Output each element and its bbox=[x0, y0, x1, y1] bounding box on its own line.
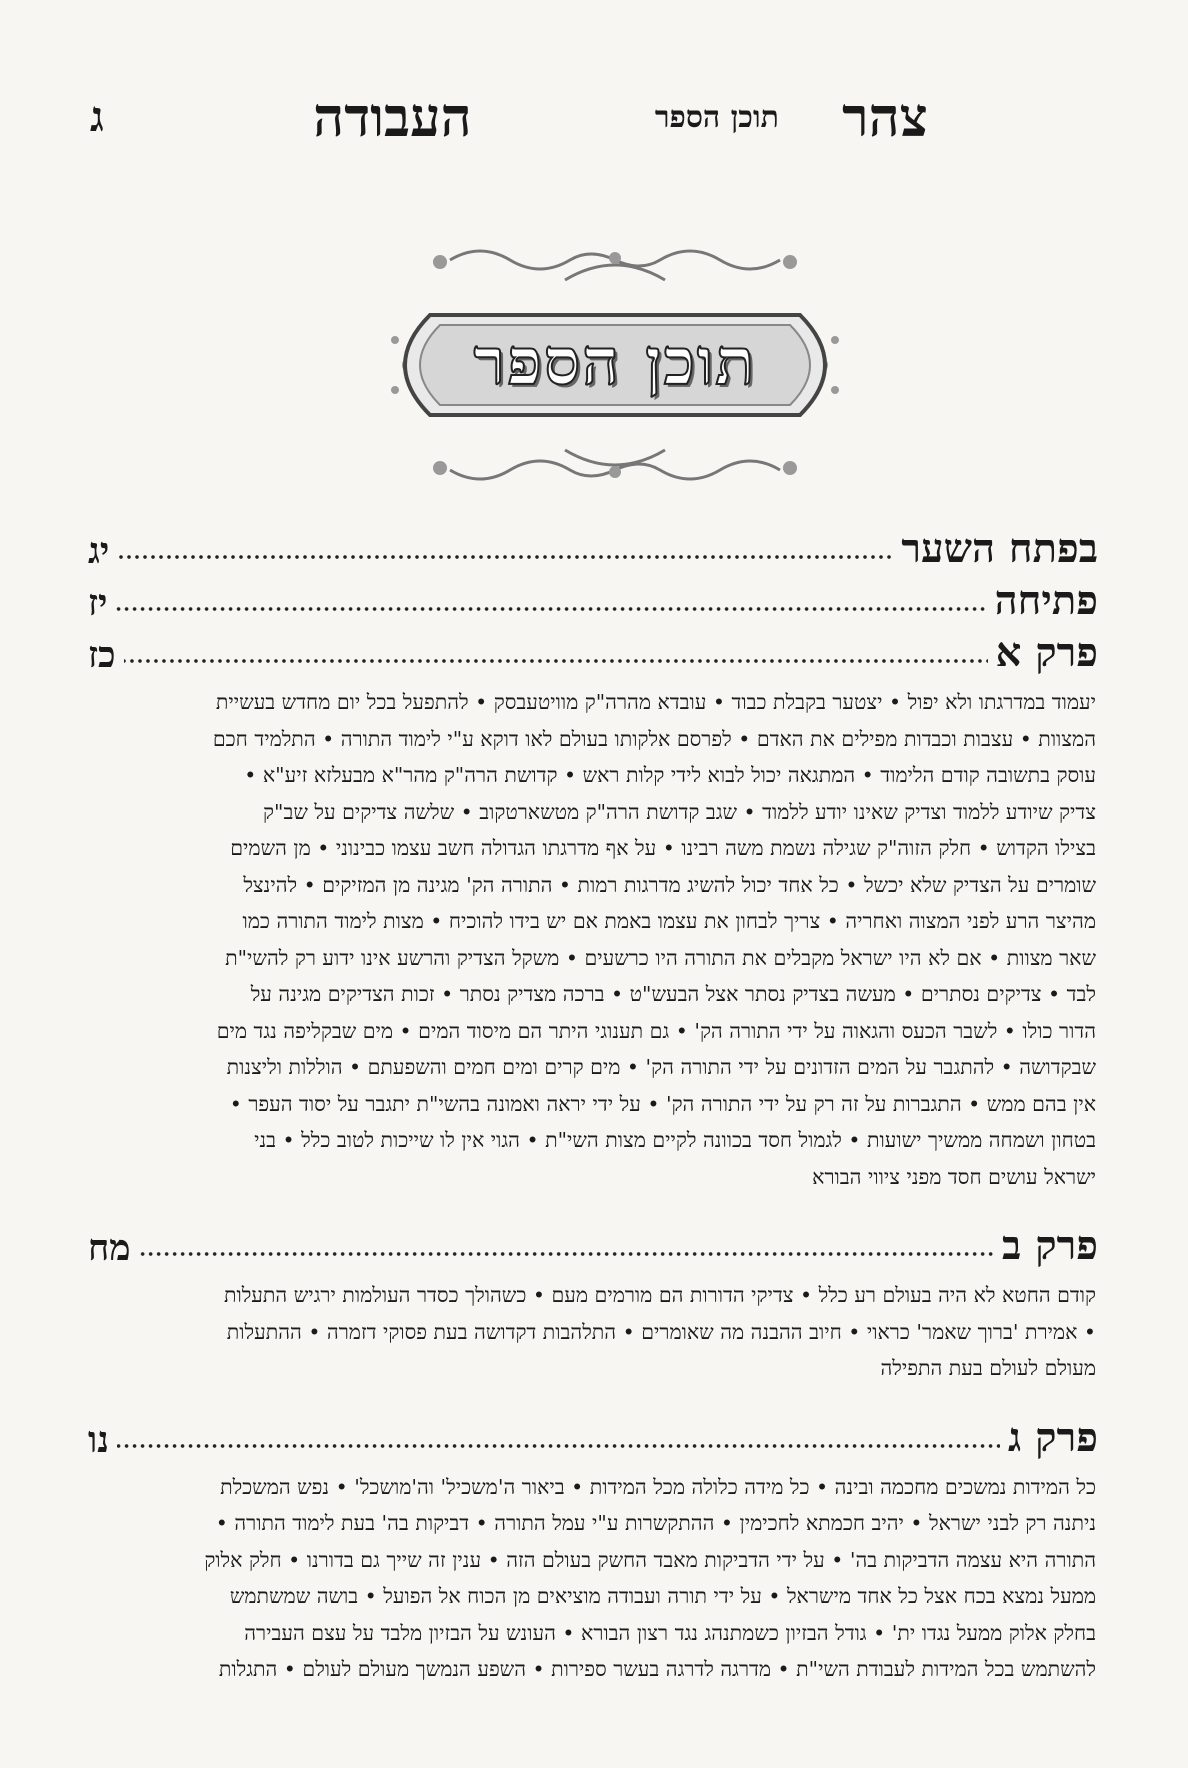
toc-entry-label: פתיחה bbox=[994, 577, 1098, 624]
summary-line: להשתמש בכל המידות לעבודת השי"ת • מדרגה לדרגה בעשר ספירות • השפע הנמשך מעולם לעולם • התגלות bbox=[218, 1657, 1096, 1681]
dot-leader bbox=[117, 552, 893, 562]
summary-line: שבקדושה • להתגבר על המים הזדונים על ידי התורה הק' • מים קרים ומים חמים והשפעתם • הוללות וליצנות bbox=[226, 1055, 1096, 1079]
summary-line: יעמוד במדרגתו ולא יפול • יצטער בקבלת כבוד • עובדא מהרה"ק מוויטעבסק • להתפעל בכל יום מחדש בעשיית bbox=[215, 690, 1096, 714]
toc-entry-label: פרק ג bbox=[1008, 1413, 1098, 1461]
summary-line: בצילו הקדוש • חלק הזוה"ק שגילה נשמת משה רבינו • על אף מדרגתו הגדולה חשב עצמו כבינוני • מן השמים bbox=[230, 836, 1096, 860]
summary-line: עוסק בתשובה קודם הלימוד • המתגאה יכול לבוא לידי קלות ראש • קדושת הרה"ק מהר"א מבעלזא זיע"א • bbox=[244, 763, 1096, 787]
dot-leader bbox=[117, 1441, 1000, 1451]
summary-line: אין בהם ממש • התגברות על זה רק על ידי התורה הק' • על ידי יראה ואמונה בהשי"ת יתגבר על יסוד העפר • bbox=[229, 1091, 1096, 1116]
toc-entry-ptiha bbox=[88, 572, 1098, 624]
toc-entry-page: יג bbox=[88, 530, 110, 572]
toc-title: תוכן הספר bbox=[473, 325, 757, 400]
chapter-b-summary bbox=[90, 1277, 1096, 1387]
author-name: צהר bbox=[842, 85, 928, 149]
chapter-a-summary bbox=[90, 684, 1096, 1195]
section-title: תוכן הספר bbox=[654, 99, 779, 135]
toc-entry-pesach-hashaar bbox=[88, 520, 1098, 572]
summary-line: המצוות • עצבות וכבדות מפילים את האדם • לפרסם אלקותו בעולם לאו דוקא ע"י לימוד התורה • התלמיד חכם bbox=[212, 726, 1096, 751]
toc-entry-chapter-a bbox=[88, 624, 1098, 676]
running-header bbox=[90, 82, 928, 152]
toc-entry-page: מח bbox=[88, 1227, 131, 1269]
table-of-contents bbox=[88, 520, 1098, 1688]
summary-line: בחלק אלוק ממעל נגדו ית' • גודל הבזיון כשמתנהג נגד רצון הבורא • העונש על הבזיון מלבד על עצם העבירה bbox=[244, 1620, 1096, 1645]
toc-entry-label: פרק א bbox=[995, 629, 1098, 676]
dot-leader bbox=[115, 604, 986, 614]
chapter-c-summary bbox=[90, 1469, 1096, 1688]
toc-entry-page: כז bbox=[88, 634, 116, 676]
summary-line: ישראל עושים חסד מפני ציווי הבורא bbox=[812, 1164, 1096, 1189]
summary-line: ממעל נמצא בכח אצל כל אחד מישראל • על ידי תורה ועבודה מוציאים מן הכוח אל הפועל • בושה שמשתמש bbox=[229, 1584, 1096, 1608]
summary-line: ניתנה רק לבני ישראל • יהיב חכמתא לחכימין • ההתקשרות ע"י עמל התורה • דביקות בה' בעת לימוד התורה • bbox=[215, 1511, 1096, 1535]
toc-entry-chapter-c bbox=[88, 1409, 1098, 1461]
summary-line: לבד • צדיקים נסתרים • מעשה בצדיק נסתר אצל הבעש"ט • ברכה מצדיק נסתר • זכות הצדיקים מגינה על bbox=[250, 982, 1096, 1006]
summary-line: התורה היא עצמה הדביקות בה' • על ידי הדביקות מאבד החשק בעולם הזה • ענין זה שייך גם בדורנו • חלק אלוק bbox=[204, 1547, 1096, 1572]
toc-entry-chapter-b bbox=[88, 1217, 1098, 1269]
toc-entry-page: יז bbox=[88, 582, 108, 624]
summary-line: מעולם לעולם בעת התפילה bbox=[880, 1356, 1096, 1380]
summary-line: בטחון ושמחה ממשיך ישועות • לגמול חסד בכוונה לקיים מצות השי"ת • הגוי אין לו שייכות לטוב כלל • בני bbox=[254, 1128, 1096, 1152]
toc-entry-label: בפתח השער bbox=[901, 525, 1098, 572]
toc-entry-label: פרק ב bbox=[1001, 1222, 1098, 1269]
summary-line: מהיצר הרע לפני המצוה ואחריה • צריך לבחון את עצמו באמת אם יש בידו להוכיח • מצות לימוד התורה כמו bbox=[242, 909, 1096, 933]
page-number: ג bbox=[90, 92, 104, 141]
summary-line: כל המידות נמשכים מחכמה ובינה • כל מידה כלולה מכל המידות • ביאור ה'משכיל' וה'מושכל' • נפש המשכלת bbox=[220, 1474, 1096, 1499]
book-title: העבודה bbox=[313, 85, 472, 149]
summary-line: שומרים על הצדיק שלא יכשל • כל אחד יכול להשיג מדרגות רמות • התורה הק' מגינה מן המזיקים • להינצל bbox=[243, 872, 1096, 897]
dot-leader bbox=[124, 656, 988, 666]
toc-entry-page: נו bbox=[88, 1418, 109, 1461]
summary-line: צדיק שיודע ללמוד וצדיק שאינו יודע ללמוד • שגב קדושת הרה"ק מטשארטקוב • שלשה צדיקים על שב"ק bbox=[263, 799, 1096, 824]
dot-leader bbox=[139, 1249, 994, 1259]
title-cartouche bbox=[380, 240, 850, 490]
summary-line: קודם החטא לא היה בעולם רע כלל • צדיקי הדורות הם מורמים מעם • כשהולך כסדר העולמות ירגיש התעלות bbox=[223, 1283, 1096, 1307]
summary-line: שאר מצוות • אם לא היו ישראל מקבלים את התורה היו כרשעים • משקל הצדיק והרשע אינו ידוע רק להשי"ת bbox=[225, 945, 1096, 970]
summary-line: הדור כולו • לשבר הכעס והגאוה על ידי התורה הק' • גם תענוגי היתר הם מיסוד המים • מים שבקליפה נגד מים bbox=[216, 1018, 1096, 1043]
summary-line: • אמירת 'ברוך שאמר' כראוי • חיוב ההבנה מה שאומרים • התלהבות דקדושה בעת פסוקי דזמרה • ההתעלות bbox=[226, 1319, 1096, 1344]
